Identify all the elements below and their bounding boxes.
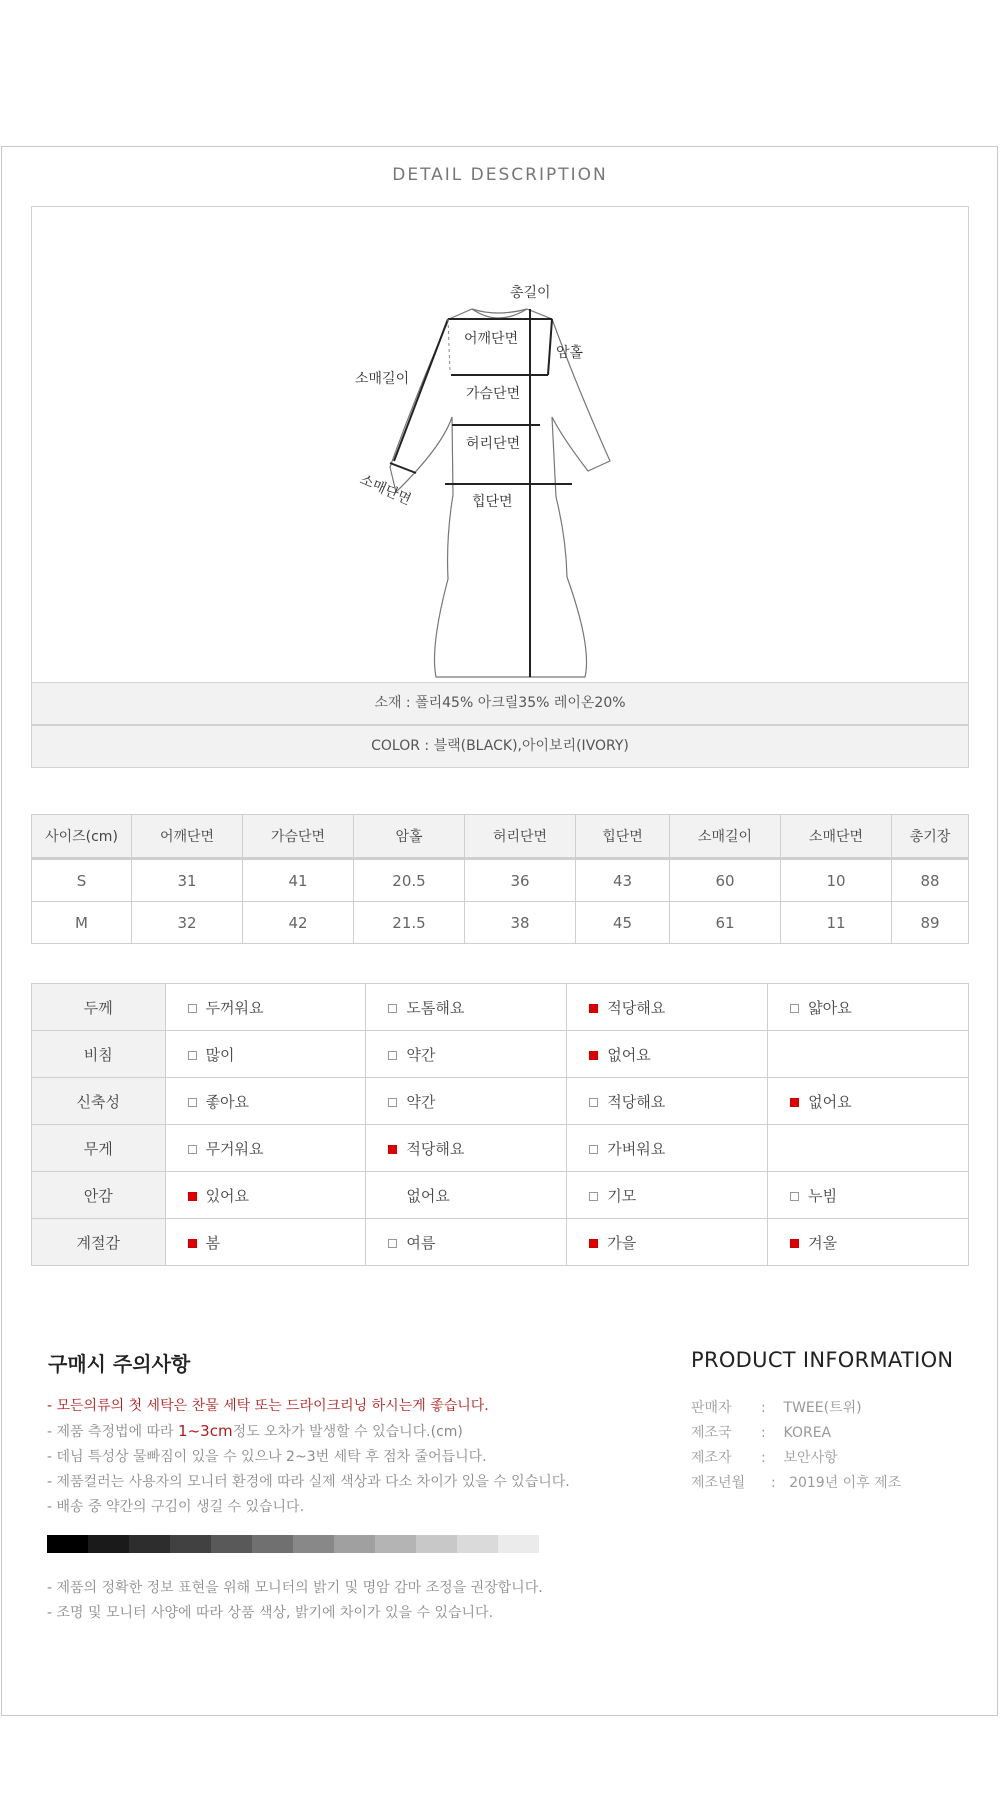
unchecked-box-icon [589,1098,598,1107]
feel-option-label: 기모 [607,1186,637,1205]
size-cell: 36 [465,859,576,902]
gray-swatch [88,1535,129,1553]
unchecked-box-icon [388,1098,397,1107]
header-chest: 가슴단면 [243,815,354,859]
feel-row-label: 비침 [32,1031,166,1078]
size-cell: 60 [670,859,781,902]
table-row [32,859,969,902]
checked-box-icon [589,1239,598,1248]
label-shoulder: 어깨단면 [464,331,519,347]
feel-option [366,1172,567,1219]
feel-option-label: 가벼워요 [607,1139,666,1158]
gray-swatch [47,1535,88,1553]
label-total-length: 총길이 [510,285,551,301]
feel-option-label: 적당해요 [607,1092,666,1111]
feel-option [165,1172,366,1219]
size-cell: 11 [781,902,892,944]
size-cell: 61 [670,902,781,944]
notice-item: - 제품컬러는 사용자의 모니터 환경에 따라 실제 색상과 다소 차이가 있을 수 있습니다. [47,1474,570,1490]
table-row [32,1219,969,1266]
checked-box-icon [790,1098,799,1107]
feel-option-label: 적당해요 [607,998,666,1017]
unchecked-box-icon [188,1051,197,1060]
gray-swatch [129,1535,170,1553]
label-hip: 힙단면 [472,494,513,510]
product-info-row [691,1446,901,1471]
feel-option-label: 가을 [607,1233,637,1252]
feel-option-label: 적당해요 [406,1139,465,1158]
product-info-row [691,1421,901,1446]
product-info-sep: : [761,1400,766,1416]
unchecked-box-icon [589,1145,598,1154]
feel-option [567,1078,768,1125]
product-info-value: 2019년 이후 제조 [789,1475,902,1491]
size-table-header [32,815,969,859]
feel-option [165,984,366,1031]
product-info-key: 제조자 [691,1450,732,1466]
product-info-value: KOREA [783,1425,832,1441]
feel-row-label: 신축성 [32,1078,166,1125]
checked-box-icon [188,1192,197,1201]
feel-option-label: 도톰해요 [406,998,465,1017]
gray-swatch [170,1535,211,1553]
feel-option-label: 여름 [406,1233,436,1252]
notice-item: - 배송 중 약간의 구김이 생길 수 있습니다. [47,1499,305,1515]
feel-option-label: 두꺼워요 [205,998,264,1017]
section-title: DETAIL DESCRIPTION [392,165,608,185]
notice-measure-prefix: - 제품 측정법에 따라 [47,1424,179,1440]
feel-option-label: 무거워요 [205,1139,264,1158]
feel-option-label: 약간 [406,1092,436,1111]
feel-option [366,1031,567,1078]
size-cell: 32 [132,902,243,944]
table-row [32,984,969,1031]
feel-option-label: 없어요 [607,1045,651,1064]
feel-option-label: 많이 [205,1045,235,1064]
gray-swatch [375,1535,416,1553]
gray-swatch [252,1535,293,1553]
table-row [32,1078,969,1125]
notice-measure-range: 1~3cm [178,1422,233,1440]
checked-box-icon [188,1239,197,1248]
unchecked-box-icon [388,1004,397,1013]
header-shoulder: 어깨단면 [132,815,243,859]
size-cell: 42 [243,902,354,944]
label-armhole: 암홀 [556,345,584,361]
size-cell: 38 [465,902,576,944]
feel-option [567,1031,768,1078]
feel-option [567,1172,768,1219]
feel-option-label: 누빔 [808,1186,838,1205]
product-info-row [691,1471,901,1496]
feel-option [567,1219,768,1266]
product-info-list [691,1396,901,1496]
size-cell: 20.5 [354,859,465,902]
feel-option [366,1078,567,1125]
product-info-sep: : [771,1475,776,1491]
gray-swatch [498,1535,539,1553]
product-info-sep: : [761,1450,766,1466]
feel-option [366,1125,567,1172]
gray-swatch [457,1535,498,1553]
size-cell: 31 [132,859,243,902]
checked-box-icon [589,1004,598,1013]
size-cell: 41 [243,859,354,902]
unchecked-box-icon [388,1192,397,1201]
notice-item: - 조명 및 모니터 사양에 따라 상품 색상, 밝기에 차이가 있을 수 있습니다. [47,1605,494,1621]
feel-option-label: 있어요 [205,1186,250,1205]
fabric-feel-table [31,983,969,1266]
feel-option [768,1031,969,1078]
feel-option-label: 봄 [205,1233,221,1252]
table-row [32,902,969,944]
size-cell: 88 [892,859,969,902]
header-waist: 허리단면 [465,815,576,859]
feel-option [165,1078,366,1125]
feel-option [567,1125,768,1172]
product-info-title: PRODUCT INFORMATION [691,1348,954,1372]
header-hip: 힙단면 [576,815,670,859]
feel-option [165,1219,366,1266]
header-sleeve-width: 소매단면 [781,815,892,859]
notice-title: 구매시 주의사항 [48,1352,191,1376]
checked-box-icon [589,1051,598,1060]
product-info-key: 제조년월 [691,1475,746,1491]
size-cell: 45 [576,902,670,944]
feel-option [768,1172,969,1219]
header-armhole: 암홀 [354,815,465,859]
unchecked-box-icon [188,1145,197,1154]
size-cell: M [32,902,132,944]
feel-option-label: 얇아요 [808,998,852,1017]
unchecked-box-icon [589,1192,598,1201]
feel-row-label: 계절감 [32,1219,166,1266]
notice-list [47,1394,647,1520]
unchecked-box-icon [388,1239,397,1248]
size-cell: 21.5 [354,902,465,944]
unchecked-box-icon [790,1192,799,1201]
gray-swatch [416,1535,457,1553]
feel-option [366,984,567,1031]
unchecked-box-icon [188,1098,197,1107]
label-sleeve-width: 소매단면 [357,471,414,509]
table-row [32,1125,969,1172]
notice-item [47,1419,647,1445]
color-row: COLOR : 블랙(BLACK),아이보리(IVORY) [31,725,969,768]
notice-item: - 모든의류의 첫 세탁은 찬물 세탁 또는 드라이크리닝 하시는게 좋습니다. [47,1398,489,1414]
feel-row-label: 안감 [32,1172,166,1219]
label-sleeve-length: 소매길이 [355,371,410,387]
gray-swatch [334,1535,375,1553]
gray-swatch [293,1535,334,1553]
feel-option [567,984,768,1031]
monitor-notice-list [47,1576,647,1626]
table-row [32,1172,969,1219]
feel-option-label: 없어요 [406,1186,450,1205]
gray-swatch [211,1535,252,1553]
product-info-value: 보안사항 [783,1450,838,1466]
monitor-gray-scale-bar [47,1535,539,1553]
unchecked-box-icon [188,1004,197,1013]
feel-option-label: 약간 [406,1045,436,1064]
header-sleeve-length: 소매길이 [670,815,781,859]
notice-measure-suffix: 정도 오차가 발생할 수 있습니다.(cm) [232,1424,463,1440]
feel-option [768,1125,969,1172]
label-chest: 가슴단면 [466,386,521,402]
material-row: 소재 : 폴리45% 아크릴35% 레이온20% [31,682,969,725]
feel-option [768,1219,969,1266]
feel-option [768,1078,969,1125]
product-info-key: 제조국 [691,1425,732,1441]
feel-row-label: 무게 [32,1125,166,1172]
feel-option-label: 없어요 [808,1092,852,1111]
notice-item: - 데님 특성상 물빠짐이 있을 수 있으나 2~3번 세탁 후 점차 줄어듭니다. [47,1449,487,1465]
product-info-sep: : [761,1425,766,1441]
product-info-row [691,1396,901,1421]
product-info-key: 판매자 [691,1400,732,1416]
feel-option [768,984,969,1031]
feel-option-label: 좋아요 [205,1092,250,1111]
size-cell: 43 [576,859,670,902]
unchecked-box-icon [790,1004,799,1013]
size-cell: 89 [892,902,969,944]
feel-option [366,1219,567,1266]
measurement-figure-box [31,206,969,682]
notice-item: - 제품의 정확한 정보 표현을 위해 모니터의 밝기 및 명암 감마 조정을 권장합니다. [47,1580,543,1596]
feel-option [165,1031,366,1078]
size-cell: 10 [781,859,892,902]
unchecked-box-icon [388,1051,397,1060]
checked-box-icon [790,1239,799,1248]
feel-row-label: 두께 [32,984,166,1031]
header-total-length: 총기장 [892,815,969,859]
size-table [31,814,969,944]
feel-option-label: 겨울 [808,1233,838,1252]
product-info-value: TWEE(트위) [783,1400,862,1416]
table-row [32,1031,969,1078]
checked-box-icon [388,1145,397,1154]
feel-option [165,1125,366,1172]
header-size: 사이즈(cm) [32,815,132,859]
size-cell: S [32,859,132,902]
label-waist: 허리단면 [466,436,521,452]
